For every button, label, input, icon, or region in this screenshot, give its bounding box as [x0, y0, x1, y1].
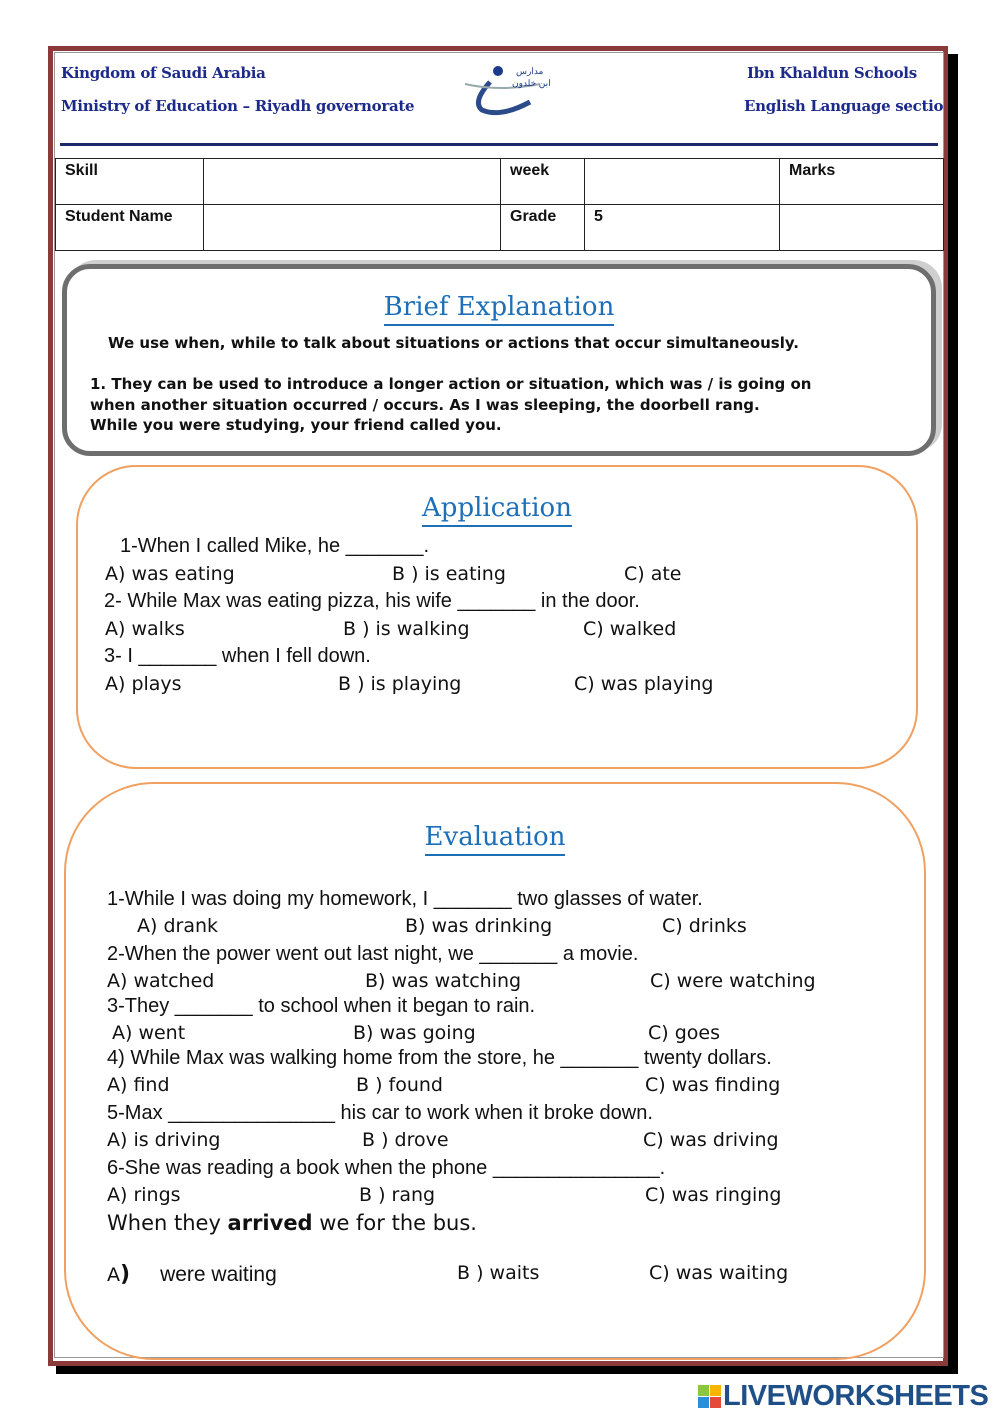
option-b[interactable]: B) was watching: [365, 970, 522, 992]
grade-value: 5: [585, 205, 780, 251]
grade-label: Grade: [501, 205, 585, 251]
application-title: Application: [422, 493, 572, 527]
option-b[interactable]: B ) rang: [359, 1184, 436, 1206]
option-c[interactable]: C) was driving: [643, 1129, 779, 1151]
option-c[interactable]: C) was playing: [574, 673, 714, 695]
svg-text:مدارس: مدارس: [516, 66, 544, 76]
q7-text-bold: arrived: [227, 1211, 313, 1235]
evaluation-question: 3-They _______ to school when it began to rain.: [107, 995, 536, 1017]
eval-q7: [107, 1211, 477, 1235]
eval-q7-option-a[interactable]: [107, 1262, 277, 1287]
option-c[interactable]: C) goes: [648, 1022, 720, 1044]
option-c[interactable]: C) drinks: [662, 915, 747, 937]
evaluation-question: 2-When the power went out last night, we _______ a movie.: [107, 943, 639, 965]
evaluation-question: 6-She was reading a book when the phone _______________.: [107, 1157, 666, 1179]
evaluation-question: 5-Max _______________ his car to work when it broke down.: [107, 1102, 653, 1124]
option-a[interactable]: A) find: [107, 1074, 170, 1096]
explanation-line1: We use when, while to talk about situations or actions that occur simultaneously.: [108, 334, 799, 352]
skill-field[interactable]: [204, 159, 501, 205]
q7-a-text: were waiting: [160, 1263, 277, 1286]
skill-label: Skill: [56, 159, 204, 205]
option-a[interactable]: A) was eating: [105, 563, 235, 585]
eval-q7-option-b[interactable]: B ) waits: [457, 1262, 540, 1284]
option-b[interactable]: B) was drinking: [405, 915, 553, 937]
option-b[interactable]: B ) is playing: [338, 673, 462, 695]
student-info-table: [55, 158, 944, 251]
explanation-title: Brief Explanation: [384, 292, 615, 326]
explanation-line2: 1. They can be used to introduce a longer action or situation, which was / is going on: [90, 375, 812, 393]
option-a[interactable]: A) drank: [137, 915, 219, 937]
eval-q7-option-c[interactable]: C) was waiting: [649, 1262, 789, 1284]
student-name-field[interactable]: [204, 205, 501, 251]
explanation-line4: While you were studying, your friend called you.: [90, 416, 502, 434]
header-section: English Language sectio: [744, 97, 944, 115]
option-a[interactable]: A) plays: [105, 673, 182, 695]
student-name-label: Student Name: [56, 205, 204, 251]
option-a[interactable]: A) rings: [107, 1184, 181, 1206]
evaluation-question: 4) While Max was walking home from the store, he _______ twenty dollars.: [107, 1047, 772, 1069]
week-field[interactable]: [585, 159, 780, 205]
option-b[interactable]: B ) found: [356, 1074, 443, 1096]
liveworksheets-brand: LIVEWORKSHEETS: [723, 1380, 989, 1412]
option-a[interactable]: A) watched: [107, 970, 215, 992]
option-c[interactable]: C) was ringing: [645, 1184, 782, 1206]
header-ministry: Ministry of Education – Riyadh governorate: [61, 97, 415, 115]
option-b[interactable]: B) was going: [353, 1022, 476, 1044]
evaluation-title: Evaluation: [425, 822, 566, 856]
header-country: Kingdom of Saudi Arabia: [61, 64, 266, 82]
school-logo: [460, 62, 550, 117]
q7-a-paren: ): [120, 1262, 131, 1287]
q7-text-post: we for the bus.: [312, 1211, 477, 1235]
option-c[interactable]: C) was finding: [645, 1074, 781, 1096]
liveworksheets-logo: [698, 1380, 988, 1413]
marks-field[interactable]: [780, 205, 944, 251]
q7-a-letter: A: [107, 1264, 120, 1286]
explanation-line3: when another situation occurred / occurs. As I was sleeping, the doorbell rang.: [90, 396, 760, 414]
option-b[interactable]: B ) is walking: [343, 618, 470, 640]
marks-label: Marks: [780, 159, 944, 205]
option-c[interactable]: C) ate: [624, 563, 682, 585]
option-c[interactable]: C) were watching: [650, 970, 816, 992]
q7-text-pre: When they: [107, 1211, 228, 1235]
header-school: Ibn Khaldun Schools: [747, 64, 917, 82]
option-b[interactable]: B ) is eating: [392, 563, 506, 585]
option-a[interactable]: A) is driving: [107, 1129, 221, 1151]
option-c[interactable]: C) walked: [583, 618, 677, 640]
application-question: 3- I _______ when I fell down.: [104, 645, 371, 667]
liveworksheets-icon: [698, 1385, 721, 1408]
option-b[interactable]: B ) drove: [362, 1129, 449, 1151]
application-question: 1-When I called Mike, he _______.: [120, 535, 430, 557]
header-divider: [60, 143, 938, 146]
week-label: week: [501, 159, 585, 205]
option-a[interactable]: A) walks: [105, 618, 185, 640]
application-question: 2- While Max was eating pizza, his wife _______ in the door.: [104, 590, 640, 612]
svg-text:ابن خلدون: ابن خلدون: [512, 78, 550, 88]
option-a[interactable]: A) went: [112, 1022, 186, 1044]
evaluation-question: 1-While I was doing my homework, I _______ two glasses of water.: [107, 888, 703, 910]
